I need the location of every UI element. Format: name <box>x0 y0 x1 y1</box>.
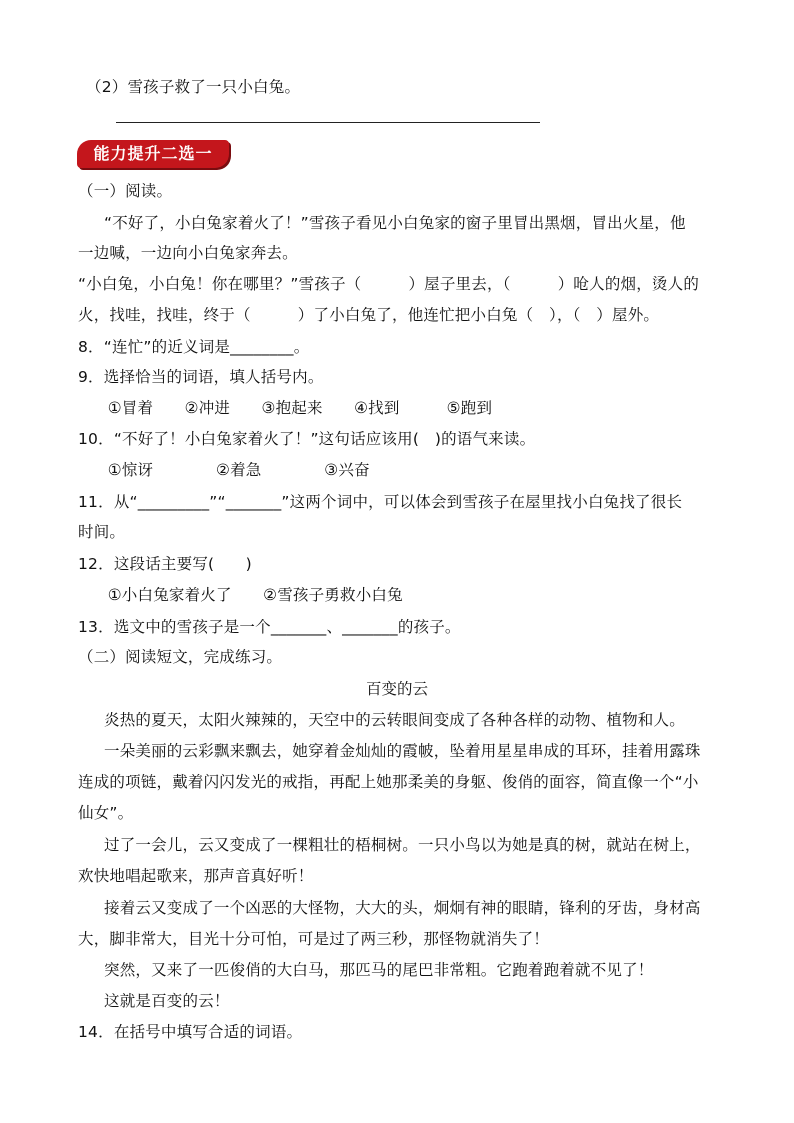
passage2-para5: 突然，又来了一匹俊俏的大白马，那匹马的尾巴非常粗。它跑着跑着就不见了！ <box>104 961 654 979</box>
passage2-para3-line1: 过了一会儿，云又变成了一棵粗壮的梧桐树。一只小鸟以为她是真的树，就站在树上， <box>104 836 701 854</box>
passage2-para6: 这就是百变的云！ <box>104 992 230 1010</box>
passage2-para1: 炎热的夏天，太阳火辣辣的，天空中的云转眼间变成了各种各样的动物、植物和人。 <box>104 711 685 729</box>
passage1-para2-line1: “小白兔，小白兔！你在哪里？”雪孩子（ ）屋子里去，（ ）呛人的烟，烫人的 <box>78 275 700 293</box>
passage1-para1-line2: 一边喊，一边向小白兔家奔去。 <box>78 244 298 262</box>
question-11-line1: 11．从“_________”“_______”这两个词中，可以体会到雪孩子在屋里找小白兔找了很长 <box>78 493 683 511</box>
question-12: 12．这段话主要写( ) <box>78 555 252 573</box>
question-11-line2: 时间。 <box>78 523 126 541</box>
section-banner <box>77 140 229 168</box>
passage2-para3-line2: 欢快地唱起歌来，那声音真好听！ <box>78 867 314 885</box>
passage2-para4-line2: 大，脚非常大，目光十分可怕，可是过了两三秒，那怪物就消失了！ <box>78 930 550 948</box>
passage2-para2-line3: 仙女”。 <box>78 804 134 822</box>
passage2-para2-line2: 连成的项链，戴着闪闪发光的戒指，再配上她那柔美的身躯、俊俏的面容，简直像一个“小 <box>78 773 699 791</box>
passage1-para1-line1: “不好了，小白兔家着火了！”雪孩子看见小白兔家的窗子里冒出黑烟，冒出火星，他 <box>104 214 686 232</box>
question-9-options: ①冒着 ②冲进 ③抱起来 ④找到 ⑤跑到 <box>92 399 493 417</box>
section-banner-label: 能力提升二选一 <box>93 144 213 163</box>
passage2-para4-line1: 接着云又变成了一个凶恶的大怪物，大大的头，炯炯有神的眼睛，锋利的牙齿，身材高 <box>104 899 701 917</box>
section2-heading: （二）阅读短文，完成练习。 <box>78 648 283 666</box>
question-14: 14．在括号中填写合适的词语。 <box>78 1023 303 1041</box>
passage2-para2-line1: 一朵美丽的云彩飘来飘去，她穿着金灿灿的霞帔，坠着用星星串成的耳环，挂着用露珠 <box>104 742 701 760</box>
passage2-title: 百变的云 <box>365 680 428 698</box>
answer-blank-line <box>116 122 540 123</box>
question-8: 8．“连忙”的近义词是________。 <box>78 338 310 356</box>
question-13: 13．选文中的雪孩子是一个_______、_______的孩子。 <box>78 618 461 636</box>
question-10: 10．“不好了！小白兔家着火了！”这句话应该用( )的语气来读。 <box>78 430 536 448</box>
section1-heading: （一）阅读。 <box>78 182 173 200</box>
question-9: 9．选择恰当的词语，填人括号内。 <box>78 368 324 386</box>
answer-item-2: （2）雪孩子救了一只小白兔。 <box>86 78 301 96</box>
question-10-options: ①惊讶 ②着急 ③兴奋 <box>92 461 370 479</box>
question-12-options: ①小白兔家着火了 ②雪孩子勇救小白兔 <box>92 586 403 604</box>
passage1-para2-line2: 火，找哇，找哇，终于（ ）了小白兔了，他连忙把小白兔（ ），（ ）屋外。 <box>78 306 660 324</box>
